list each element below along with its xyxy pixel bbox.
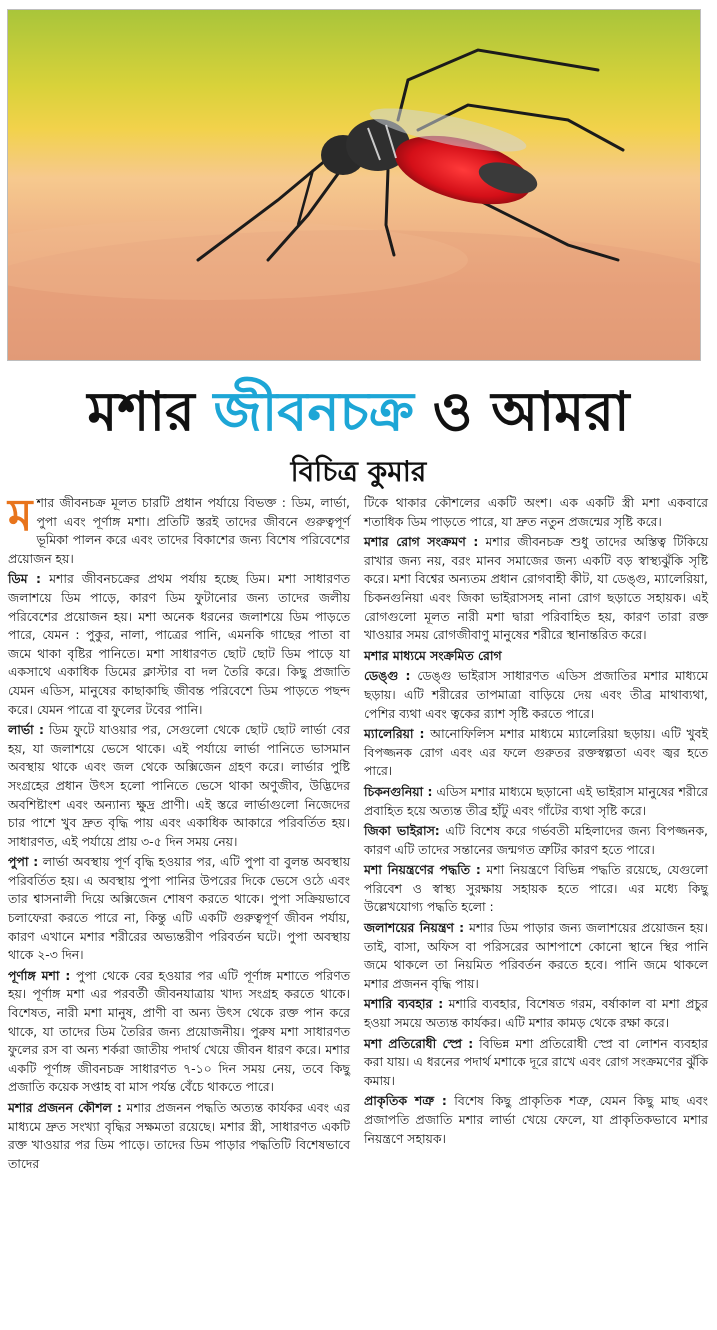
diseases-heading: মশার মাধ্যমে সংক্রমিত রোগ [364, 647, 502, 663]
article-column-right [364, 494, 708, 1150]
drop-cap: ম [8, 490, 33, 541]
egg-paragraph: ডিম : মশার জীবনচক্রের প্রথম পর্যায় হচ্ছে ডিম। মশা সাধারণত জলাশয়ে ডিম পাড়ে, কারণ ডিম ফুটানোর জন্য তাদের জলীয় পরিবেশের প্রয়োজন হয়। মশা অনেক ধরনের জলাশয়ে ডিম পাড়তে পারে, যেমন : পুকুর, নালা, পাত্রের পানি, এমনকি গাছের পাতা বা জমে থাকা বৃষ্টির পানিতে। মশা সাধারণত ছোট ছোট ডিম পাড়ে যা একসাথে একাধিক ডিমের ক্লাস্টার বা দল তৈরি করে। কিছু প্রজাতি যেমন এডিস, মানুষের কাছাকাছি জীবন্ত পরিবেশে ডিম পাড়তে পছন্দ করে। যেমন পাত্রে বা ফুলের টবের পানি। [8, 571, 350, 717]
continued-paragraph: টিকে থাকার কৌশলের একটি অংশ। এক একটি স্ত্রী মশা একবারে শতাধিক ডিম পাড়তে পারে, যা দ্রুত নতুন প্রজন্মের সৃষ্টি করে। [364, 495, 708, 529]
chikungunya-paragraph: চিকনগুনিয়া : এডিস মশার মাধ্যমে ছড়ানো এই ভাইরাস মানুষের শরীরে প্রবাহিত হয়ে অত্যন্ত তীব্র হাঁটু এবং গাঁটের ব্যথা সৃষ্টি করে। [364, 783, 708, 818]
transmission-paragraph: মশার রোগ সংক্রমণ : মশার জীবনচক্র শুধু তাদের অস্তিত্ব টিকিয়ে রাখার জন্য নয়, বরং মানব সমাজের জন্য একটি বড় স্বাস্থ্যঝুঁকি সৃষ্টি করে। মশা বিশ্বের অন্যতম প্রধান রোগবাহী কীট, যা ডেঙ্গু, ম্যালেরিয়া, চিকনগুনিয়া এবং জিকা ভাইরাসসহ নানা রোগ ছড়াতে সহায়ক। এই রোগগুলো মূলত নারী মশা দ্বারা পরিবাহিত হয়, কারণ তারা রক্ত খাওয়ার সময় রোগজীবাণু মানুষের শরীরে স্থানান্তরিত করে। [364, 534, 708, 643]
adult-paragraph: পূর্ণাঙ্গ মশা : পুপা থেকে বের হওয়ার পর এটি পূর্ণাঙ্গ মশাতে পরিণত হয়। পূর্ণাঙ্গ মশা এর পরবর্তী জীবনযাত্রায় খাদ্য সংগ্রহ করতে থাকে। বিশেষত, নারী মশা মানুষ, প্রাণী বা অন্য উৎস থেকে রক্ত পান করে থাকে, যা তাদের ডিম তৈরির জন্য প্রয়োজনীয়। পুরুষ মশা সাধারণত ফুলের রস বা অন্য শর্করা জাতীয় পদার্থ খেয়ে জীবন ধারণ করে। মশার একটি পূর্ণাঙ্গ জীবনচক্র সাধারণত ৭-১০ দিন সময় নেয়, তবে কিছু প্রজাতি কয়েক সপ্তাহ বা মাস পর্যন্ত বেঁচে থাকতে পারে। [8, 967, 350, 1095]
author-byline: বিচিত্র কুমার [290, 455, 427, 488]
breeding-paragraph: মশার প্রজনন কৌশল : মশার প্রজনন পদ্ধতি অত্যন্ত কার্যকর এবং এর মাধ্যমে দ্রুত সংখ্যা বৃদ্ধির সক্ষমতা রয়েছে। মশার স্ত্রী, সাধারণত একটি রক্ত খাওয়ার পর ডিম পাড়ে। তাদের ডিম পাড়ার পদ্ধতিটি বিশেষভাবে তাদের [8, 1100, 350, 1171]
water-control-paragraph: জলাশয়ের নিয়ন্ত্রণ : মশার ডিম পাড়ার জন্য জলাশয়ের প্রয়োজন হয়। তাই, বাসা, অফিস বা পরিসরের আশপাশে কোনো স্থানে স্থির পানি জমে থাকলে তা নিয়মিত পরিবর্তন করতে হবে। পানি জমে থাকলে মশার প্রজনন বৃদ্ধি পায়। [364, 920, 708, 991]
article-column-left [8, 490, 351, 1175]
spray-paragraph: মশা প্রতিরোধী স্প্রে : বিভিন্ন মশা প্রতিরোধী স্প্রে বা লোশন ব্যবহার করা যায়। এ ধরনের পদার্থ মশাকে দূরে রাখে এবং রোগ সংক্রমণের ঝুঁকি কমায়। [364, 1035, 708, 1088]
title-accent: জীবনচক্র [213, 380, 414, 443]
control-paragraph: মশা নিয়ন্ত্রণের পদ্ধতি : মশা নিয়ন্ত্রণে বিভিন্ন পদ্ধতি রয়েছে, যেগুলো পরিবেশ ও স্বাস্থ্য সুরক্ষায় সহায়ক হতে পারে। এর মধ্যে কিছু উল্লেখযোগ্য পদ্ধতি হলো : [364, 862, 708, 915]
pupa-paragraph: পুপা : লার্ভা অবস্থায় পূর্ণ বৃদ্ধি হওয়ার পর, এটি পুপা বা বুলন্ত অবস্থায় পরিবর্তিত হয়। এ অবস্থায় পুপা পানির উপরের দিকে ভেসে ওঠে এবং তার শ্বাসনালী দিয়ে অক্সিজেন শোষণ করতে থাকে। পুপা সক্রিয়ভাবে চলাফেরা করতে পারে না, কিন্তু এটি একটি গুরুত্বপূর্ণ জীবন পর্যায়, কারণ এখানে মশার শরীরের অভ্যন্তরীণ পরিবর্তন ঘটে। পুপা অবস্থায় থাকে ২-৩ দিন। [8, 854, 350, 963]
larva-paragraph: লার্ভা : ডিম ফুটে যাওয়ার পর, সেগুলো থেকে ছোট ছোট লার্ভা বের হয়, যা জলাশয়ে ভেসে থাকে। এই পর্যায়ে লার্ভা পানিতে ভাসমান অবস্থায় থাকে এবং জল থেকে অক্সিজেন গ্রহণ করে। লার্ভার পুষ্টি সংগ্রহের প্রধান উৎস হলো পানিতে ভেসে থাকা অণুজীব, উদ্ভিদের অবশিষ্টাংশ এবং অন্যান্য ক্ষুদ্র প্রাণী। এই স্তরে লার্ভাগুলো নিজেদের চার পাশে খুব দ্রুত বৃদ্ধি পায় এবং একাধিক আকারে পরিবর্তিত হয়। সাধারণত, এই পর্যায়ে প্রায় ৩-৫ দিন সময় নেয়। [8, 722, 351, 849]
zika-paragraph: জিকা ভাইরাস: এটি বিশেষ করে গর্ভবতী মহিলাদের জন্য বিপজ্জনক, কারণ এটি তাদের সন্তানের জন্মগত ত্রুটির কারণ হতে পারে। [364, 823, 708, 857]
natural-enemy-paragraph: প্রাকৃতিক শত্রু : বিশেষ কিছু প্রাকৃতিক শত্রু, যেমন কিছু মাছ এবং প্রজাপতি প্রজাতি মশার লার্ভা খেয়ে ফেলে, যা প্রাকৃতিকভাবে মশার নিয়ন্ত্রণে সহায়ক। [364, 1093, 708, 1146]
malaria-paragraph: ম্যালেরিয়া : আনোফিলিস মশার মাধ্যমে ম্যালেরিয়া ছড়ায়। এটি খুবই বিপজ্জনক রোগ এবং এর ফলে গুরুতর রক্তস্বল্পতা এবং জ্বর হতে পারে। [364, 726, 708, 779]
mosquito-illustration [8, 10, 701, 361]
article-title: মশার জীবনচক্র ও আমরা [87, 380, 630, 443]
intro-paragraph: মশার জীবনচক্র মূলত চারটি প্রধান পর্যায়ে বিভক্ত : ডিম, লার্ভা, পুপা এবং পূর্ণাঙ্গ মশা। প্রতিটি স্তরই তাদের জীবনে গুরুত্বপূর্ণ ভূমিকা পালন করে এবং তাদের বিকাশের জন্য বিশেষ পরিবেশের প্রয়োজন হয়। [8, 490, 350, 566]
dengue-paragraph: ডেঙ্গু : ডেঙ্গু ভাইরাস সাধারণত এডিস প্রজাতির মশার মাধ্যমে ছড়ায়। এটি শরীরের তাপমাত্রা বাড়িয়ে দেয় এবং তীব্র মাথাব্যথা, পেশির ব্যথা এবং ত্বকের র‍্যাশ সৃষ্টি করতে পারে। [364, 668, 708, 721]
mosquito-photo [7, 9, 701, 361]
net-paragraph: মশারি ব্যবহার : মশারি ব্যবহার, বিশেষত গরম, বর্ষাকাল বা মশা প্রচুর হওয়া সময়ে অত্যন্ত কার্যকর। এটি মশার কামড় থেকে রক্ষা করে। [364, 996, 708, 1031]
